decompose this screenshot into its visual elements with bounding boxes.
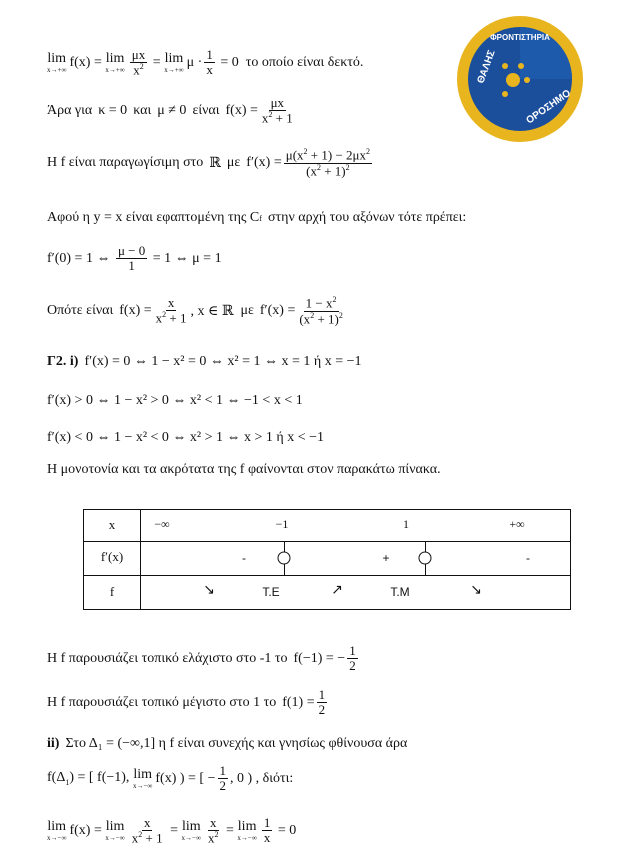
logo-left-text: ΘΑΛΗΣ xyxy=(475,48,498,86)
row-f-label: f xyxy=(109,584,115,599)
l1-after: το οποίο είναι δεκτό. xyxy=(245,54,364,70)
l12-pre: Η f παρουσιάζει τοπικό ελάχιστο στο -1 το xyxy=(47,650,288,666)
l13-pre: Η f παρουσιάζει τοπικό μέγιστο στο 1 το xyxy=(47,694,277,710)
l2-is: είναι xyxy=(192,102,220,118)
logo-right-text: ΟΡΟΣΗΜΟ xyxy=(524,87,573,127)
decreasing-arrow-1: ↘ xyxy=(203,582,215,598)
positive-line xyxy=(47,393,303,409)
ii-label: ii) xyxy=(47,736,60,751)
sign-2: + xyxy=(382,551,390,565)
x-one: 1 xyxy=(403,517,409,531)
l2-and: και xyxy=(133,102,152,118)
local-min-line: Η f παρουσιάζει τοπικό ελάχιστο στο -1 το f(−1) = − $\frac{1}{2}$ xyxy=(47,643,356,674)
zero-marker-1 xyxy=(278,552,291,565)
sign-3: - xyxy=(526,551,530,565)
monotonicity-intro xyxy=(47,462,441,478)
l4-end: στην αρχή του αξόνων τότε πρέπει: xyxy=(267,210,467,225)
g2-label: Γ2. i) xyxy=(47,354,79,369)
zero-marker-2 xyxy=(419,552,432,565)
x-minus-one: −1 xyxy=(275,517,289,531)
range-line: $f(\Delta_1)$ = [ f(−1), lim x→−∞ f(x) ) = [ − $\frac{1}{2}$ , 0 ) , διότι: xyxy=(47,763,294,794)
derivative-line: Η f είναι παραγωγίσιμη στο ℝ με f′(x) = $\frac{\mu(x^2 + 1) - 2\mu x^2}{(x^2 + 1)^2}$ xyxy=(47,147,371,178)
increasing-arrow: ↗ xyxy=(331,582,343,598)
local-max-line: Η f παρουσιάζει τοπικό μέγιστο στο 1 το f(1) = $\frac{1}{2}$ xyxy=(47,687,326,718)
tangent-line xyxy=(47,210,466,226)
l4-text: Αφού η y = x είναι εφαπτομένη της C xyxy=(47,210,260,225)
g2-eq: f′(x) = 0 ⇔ 1 − x² = 0 ⇔ x² = 1 ⇔ x = 1 ή x = −1 xyxy=(84,354,362,369)
local-max-label: Τ.Μ xyxy=(390,585,410,599)
x-plus-inf: +∞ xyxy=(509,517,525,531)
x-minus-inf: −∞ xyxy=(154,517,170,531)
l2-pre: Άρα για xyxy=(47,102,93,118)
l11-text: Η μονοτονία και τα ακρότατα της f φαίνονται στον παρακάτω πίνακα. xyxy=(47,462,441,477)
logo-top-text: ΦΡΟΝΤΙΣΤΗΡΙΑ xyxy=(490,33,550,42)
ii-line xyxy=(47,736,407,752)
function-line: Οπότε είναι f(x) = $\frac{x}{x^2 + 1}$ , x ∈ ℝ με f′(x) = $\frac{1 - x^2}{(x^2 + 1)^2}$ xyxy=(47,295,343,326)
limit-line-1: lim x→+∞ f(x) = lim x→+∞ $\frac{\mu x}{x^2}$ = lim x→+∞ μ · $\frac{1}{x}$ = 0 το οποίο είναι δεκτό. xyxy=(47,47,364,78)
local-min-label: Τ.Ε xyxy=(262,585,280,599)
l15-end: , διότι: xyxy=(255,770,294,786)
table-row-fprime xyxy=(84,541,570,576)
decreasing-arrow-2: ↘ xyxy=(470,582,482,598)
logo xyxy=(455,14,585,144)
sign-1: - xyxy=(242,551,246,565)
l6-pre: Οπότε είναι xyxy=(47,303,114,319)
table-row-x xyxy=(84,510,570,542)
condition-line: f′(0) = 1 ⇔ $\frac{\mu - 0}{1}$ = 1 ⇔ μ = 1 xyxy=(47,243,222,274)
l9-text: f′(x) > 0 ⇔ 1 − x² > 0 ⇔ x² < 1 ⇔ −1 < x < 1 xyxy=(47,393,303,408)
limit-line-2: lim x→−∞ f(x) = lim x→−∞ $\frac{x}{x^2 + 1}$ = lim x→−∞ $\frac{x}{x^2}$ = lim x→−∞ $\frac{1}{x}$ = 0 xyxy=(47,815,297,846)
l2-k: κ = 0 xyxy=(98,102,128,118)
l3-real: ℝ xyxy=(209,155,221,171)
l6-with: με xyxy=(240,303,254,319)
l2-mu: μ ≠ 0 xyxy=(157,102,187,118)
negative-line xyxy=(47,430,324,446)
table-row-f xyxy=(84,575,570,609)
conclusion-line: Άρα για κ = 0 και μ ≠ 0 είναι f(x) = $\frac{\mu x}{x^2 + 1}$ xyxy=(47,95,293,126)
row-x-label: x xyxy=(108,517,116,532)
row-fprime-label: f′(x) xyxy=(100,549,124,564)
l3-with: με xyxy=(226,155,241,171)
variation-table xyxy=(83,509,571,610)
l3-pre: Η f είναι παραγωγίσιμη στο xyxy=(47,155,204,171)
ii-text: Στο Δ₁ = (−∞,1] η f είναι συνεχής και γνησίως φθίνουσα άρα xyxy=(65,736,408,751)
l10-text: f′(x) < 0 ⇔ 1 − x² < 0 ⇔ x² > 1 ⇔ x > 1 ή x < −1 xyxy=(47,430,325,445)
g2-line xyxy=(47,354,362,370)
l4-sub: f xyxy=(259,213,262,223)
